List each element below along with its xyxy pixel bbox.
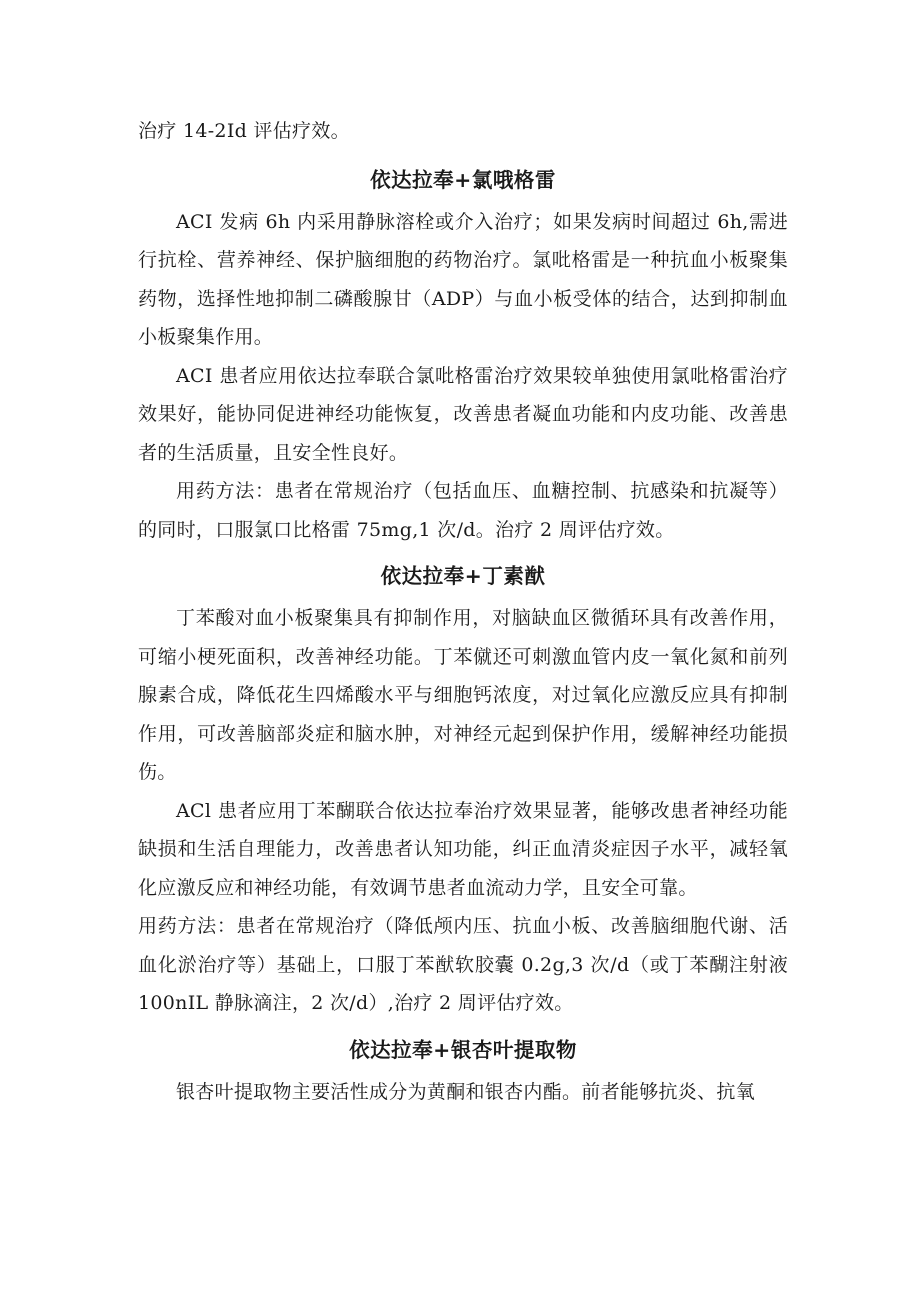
usage-paragraph: 用药方法：患者在常规治疗（降低颅内压、抗血小板、改善脑细胞代谢、活血化淤治疗等）基础上，口服丁苯猷软胶囊 0.2g,3 次/d（或丁苯醐注射液 100nIL 静脉滴注，2 次/d）,治疗 2 周评估疗效。: [138, 915, 788, 1014]
paragraph: 银杏叶提取物主要活性成分为黄酮和银杏内酯。前者能够抗炎、抗氧: [176, 1080, 756, 1103]
section-heading-clopidogrel: 依达拉奉+氯哦格雷: [370, 167, 556, 192]
lead-line: 治疗 14-2Id 评估疗效。: [138, 120, 350, 142]
section-heading-ginkgo: 依达拉奉+银杏叶提取物: [349, 1037, 577, 1062]
paragraph: ACI 患者应用依达拉奉联合氯吡格雷治疗效果较单独使用氯吡格雷治疗效果好，能协同促进神经功能恢复，改善患者凝血功能和内皮功能、改善患者的生活质量，且安全性良好。: [138, 364, 788, 464]
section-heading-butylphthalide: 依达拉奉+丁素猷: [380, 564, 546, 588]
paragraph: 丁苯酸对血小板聚集具有抑制作用，对脑缺血区微循环具有改善作用，可缩小梗死面积，改善神经功能。丁苯僦还可刺激血管内皮一氧化氮和前列腺素合成，降低花生四烯酸水平与细胞钙浓度，对过氧化应激反应具有抑制作用，可改善脑部炎症和脑水肿，对神经元起到保护作用，缓解神经功能损伤。: [138, 607, 788, 783]
paragraph: ACI 发病 6h 内采用静脉溶栓或介入治疗；如果发病时间超过 6h,需进行抗栓、营养神经、保护脑细胞的药物治疗。氯吡格雷是一种抗血小板聚集药物，选择性地抑制二磷酸腺甘（ADP）与血小板受体的结合，达到抑制血小板聚集作用。: [138, 210, 788, 348]
document-body: [138, 112, 788, 1111]
paragraph: 用药方法：患者在常规治疗（包括血压、血糖控制、抗感染和抗凝等）的同时，口服氯口比格雷 75mg,1 次/d。治疗 2 周评估疗效。: [138, 480, 788, 541]
paragraph: ACl 患者应用丁苯醐联合依达拉奉治疗效果显著，能够改患者神经功能缺损和生活自理能力，改善患者认知功能，纠正血清炎症因子水平，减轻氧化应激反应和神经功能，有效调节患者血流动力学，且安全可靠。: [138, 799, 788, 899]
